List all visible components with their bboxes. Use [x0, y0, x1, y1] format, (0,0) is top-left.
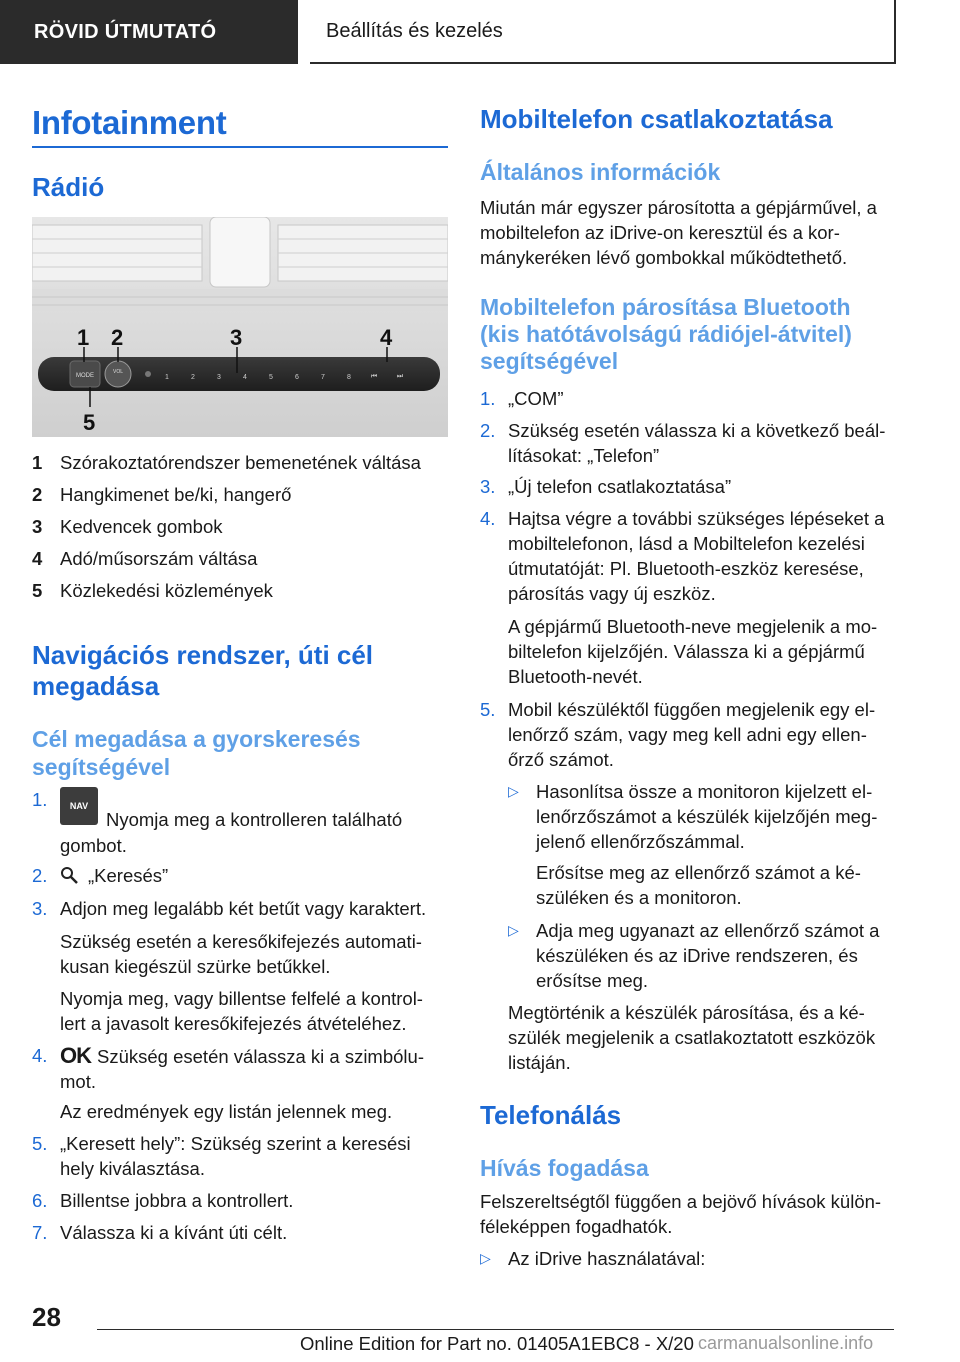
page-number: 28: [32, 1302, 61, 1332]
radio-heading: Rádió: [32, 172, 105, 202]
nav-step-1: 1. NAVNyomja meg a kontrolleren található: [32, 789, 403, 830]
header-section-label: RÖVID ÚTMUTATÓ: [34, 20, 217, 43]
preset-5: 5: [269, 374, 273, 381]
calling-heading: Telefonálás: [480, 1100, 622, 1130]
legend-item: 3 Kedvencek gombok: [32, 516, 223, 537]
nav-button-icon: NAV: [60, 787, 98, 825]
pair-step-5: 5. Mobil készüléktől függően megjelenik egy el- lenőrző szám, vagy meg kell adni egy ellen- őrző számot.: [480, 699, 876, 770]
receive-call-heading: Hívás fogadása: [480, 1155, 649, 1181]
nav-step-3: 3. Adjon meg legalább két betűt vagy karaktert.: [32, 898, 427, 919]
navigation-heading: Navigációs rendszer, úti cél megadása: [32, 640, 374, 701]
preset-4: 4: [243, 374, 247, 381]
bullet-triangle-icon: ▷: [480, 1250, 491, 1266]
preset-7: 7: [321, 374, 325, 381]
nav-step-6: 6. Billentse jobbra a kontrollert.: [32, 1190, 294, 1211]
header-section: [0, 0, 298, 64]
preset-3: 3: [217, 374, 221, 381]
pairing-done-note: Megtörténik a készülék párosítása, és a ké- szülék megjelenik a csatlakoztatott eszközök listáján.: [508, 1002, 876, 1073]
air-vents: [32, 217, 448, 311]
bullet-triangle-icon: ▷: [508, 783, 519, 799]
preset-2: 2: [191, 374, 195, 381]
pair-bullet-confirm-note: Erősítse meg az ellenőrző számot a ké- szüléken és a monitoron.: [536, 862, 861, 908]
legend-item: 4 Adó/műsorszám váltása: [32, 548, 258, 569]
pair-step-2: 2. Szükség esetén válassza ki a következő beál- lításokat: „Telefon”: [480, 420, 886, 466]
callout-2: 2: [111, 325, 124, 350]
pair-bullet-compare: ▷ Hasonlítsa össze a monitoron kijelzett el- lenőrzőszámot a készülék kijelzőjén meg- jelenő ellenőrzőszámmal.: [508, 781, 878, 852]
general-info-text: Miután már egyszer párosította a gépjárművel, a mobiltelefon az iDrive-on keresztül és a kor- mánykeréken lévő gombokkal működtethető.: [480, 197, 877, 268]
quick-search-heading: Cél megadása a gyorskeresés segítségével: [32, 726, 361, 780]
preset-6: 6: [295, 374, 299, 381]
nav-step-5: 5. „Keresett hely”: Szükség szerint a keresési hely kiválasztása.: [32, 1133, 411, 1179]
footer-watermark: carmanualsonline.info: [698, 1333, 874, 1353]
infotainment-title: Infotainment: [32, 104, 227, 141]
nav-step-2: 2. „Keresés”: [32, 865, 169, 886]
search-icon: [60, 866, 82, 886]
callout-4: 4: [380, 325, 393, 350]
title-rule: [32, 146, 448, 148]
vol-label: VOL: [112, 369, 124, 375]
callout-1: 1: [77, 325, 90, 350]
seek-forward-icon: ⏭: [396, 373, 404, 380]
legend-item: 2 Hangkimenet be/ki, hangerő: [32, 484, 292, 505]
mode-label: MODE: [76, 373, 94, 379]
header-chapter: [310, 0, 896, 64]
legend-item: 5 Közlekedési közlemények: [32, 580, 273, 601]
step-3-note-1: Szükség esetén a keresőkifejezés automati- kusan kiegészül szürke betűkkel.: [60, 931, 422, 977]
bluetooth-pairing-heading: Mobiltelefon párosítása Bluetooth (kis hatótávolságú rádiójel-átvitel) segítségével: [480, 294, 852, 374]
pair-step-1: 1. „COM”: [480, 388, 564, 409]
receive-call-text: Felszereltségtől függően a bejövő hívások külön- féleképpen fogadhatók.: [480, 1191, 882, 1237]
footer-rule: [97, 1329, 894, 1330]
receive-bullet-idrive: ▷ Az iDrive használatával:: [480, 1248, 706, 1269]
callout-5: 5: [83, 410, 96, 435]
phone-connect-title: Mobiltelefon csatlakoztatása: [480, 104, 833, 134]
preset-1: 1: [165, 374, 169, 381]
pair-step-3: 3. „Új telefon csatlakoztatása”: [480, 476, 732, 497]
ok-icon: OK: [60, 1043, 91, 1068]
pair-step-4-note: A gépjármű Bluetooth-neve megjelenik a mo- biltelefon kijelzőjén. Válassza ki a gépjármű Bluetooth-nevét.: [508, 616, 878, 687]
bullet-triangle-icon: ▷: [508, 922, 519, 938]
callout-3: 3: [230, 325, 243, 350]
footer-edition: Online Edition for Part no. 01405A1EBC8 - X/20: [300, 1333, 694, 1354]
nav-step-7: 7. Válassza ki a kívánt úti célt.: [32, 1222, 288, 1243]
seek-back-icon: ⏮: [370, 373, 378, 380]
step-3-note-2: Nyomja meg, vagy billentse felfelé a kontrol- lert a javasolt keresőkifejezés átvételéhez.: [60, 988, 423, 1034]
power-dot: [145, 371, 151, 377]
header-chapter-label: Beállítás és kezelés: [326, 19, 503, 42]
legend-item: 1 Szórakoztatórendszer bemenetének váltása: [32, 452, 421, 473]
general-info-heading: Általános információk: [480, 159, 721, 185]
preset-8: 8: [347, 374, 351, 381]
pair-step-4: 4. Hajtsa végre a további szükséges lépéseket a mobiltelefonon, lásd a Mobiltelefon kezelési útmutatóját: Pl. Bluetooth-eszköz keresése, párosítás vagy új eszköz.: [480, 508, 885, 604]
radio-panel-image: [32, 217, 448, 437]
nav-step-4: 4. OK Szükség esetén válassza ki a szimbólu- mot.: [32, 1043, 424, 1092]
pair-bullet-enter: ▷ Adja meg ugyanazt az ellenőrző számot a készüléken és az iDrive rendszeren, és erősítse meg.: [508, 920, 880, 991]
